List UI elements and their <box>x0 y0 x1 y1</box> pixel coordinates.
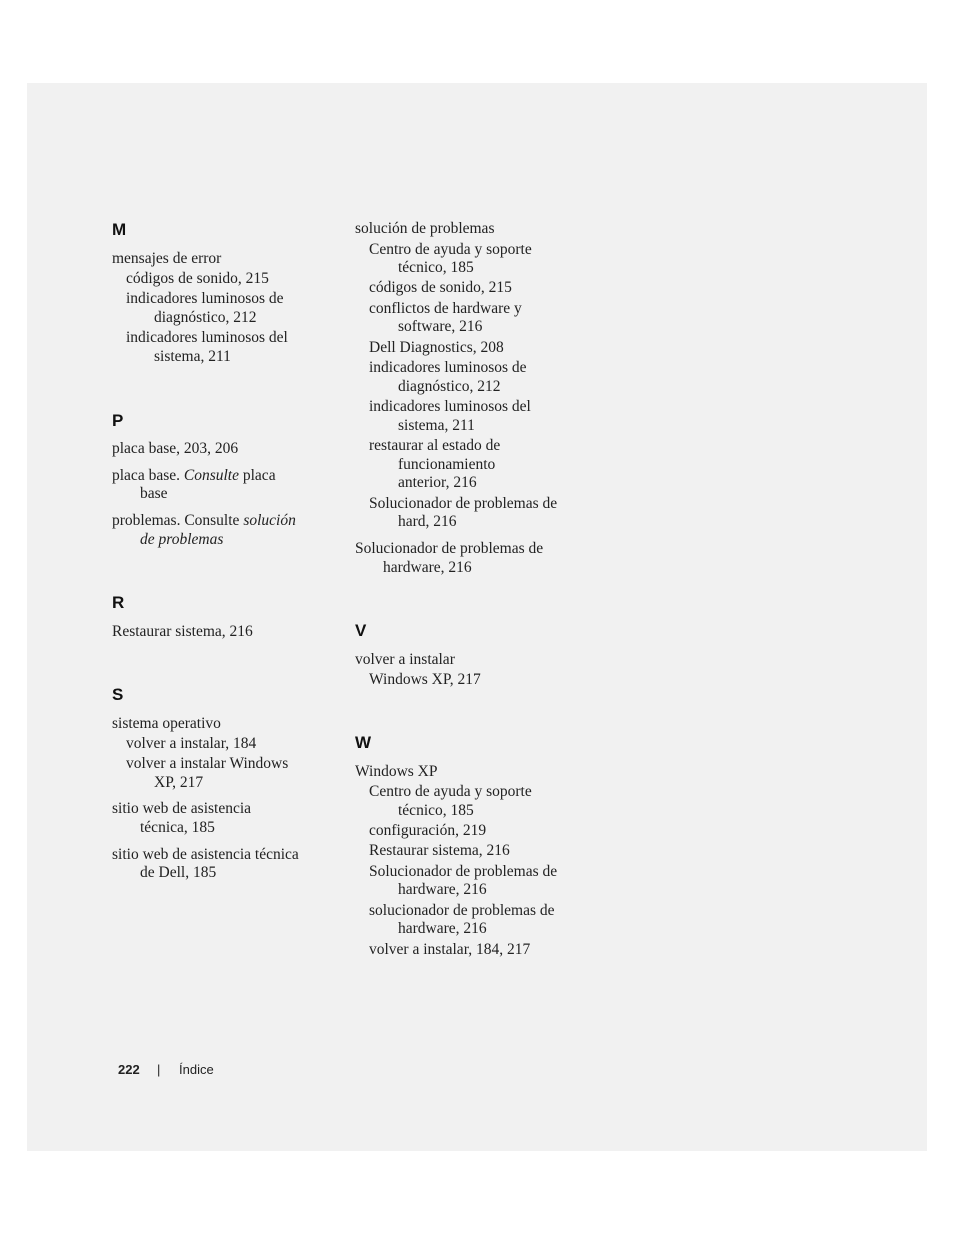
index-entry: mensajes de error <box>112 250 222 267</box>
index-subentry: volver a instalar Windows <box>126 755 289 772</box>
index-subentry-cont: hardware, 216 <box>398 920 487 937</box>
index-entry: sistema operativo <box>112 715 221 732</box>
index-subentry: indicadores luminosos del <box>126 329 288 346</box>
index-entry-cont: técnica, 185 <box>140 819 215 836</box>
index-subentry-cont: software, 216 <box>398 318 483 335</box>
index-entry: Windows XP <box>355 763 438 780</box>
index-subentry-cont: sistema, 211 <box>398 417 475 434</box>
footer-separator: | <box>157 1062 161 1077</box>
index-entry: sitio web de asistencia <box>112 800 252 817</box>
section-letter-s: S <box>112 685 124 704</box>
index-subentry: indicadores luminosos del <box>369 398 531 415</box>
page-number: 222 <box>118 1062 140 1077</box>
index-subentry: Centro de ayuda y soporte <box>369 241 532 258</box>
index-subentry: Centro de ayuda y soporte <box>369 783 532 800</box>
index-entry: placa base, 203, 206 <box>112 440 239 457</box>
index-entry: Solucionador de problemas de <box>355 540 544 557</box>
index-subentry: solucionador de problemas de <box>369 902 555 919</box>
section-letter-w: W <box>355 733 372 752</box>
index-subentry: volver a instalar, 184 <box>126 735 257 752</box>
index-subentry: volver a instalar, 184, 217 <box>369 941 531 958</box>
section-letter-v: V <box>355 621 367 640</box>
index-subentry: conflictos de hardware y <box>369 300 522 317</box>
index-subentry: restaurar al estado de <box>369 437 501 454</box>
index-subentry-cont: técnico, 185 <box>398 802 474 819</box>
index-subentry-cont: diagnóstico, 212 <box>154 309 257 326</box>
index-subentry-cont: técnico, 185 <box>398 259 474 276</box>
index-entry-cont: de Dell, 185 <box>140 864 217 881</box>
index-subentry: Restaurar sistema, 216 <box>369 842 510 859</box>
entry-italic: solución <box>243 512 296 529</box>
index-subentry: Solucionador de problemas de <box>369 495 558 512</box>
index-subentry-cont: hard, 216 <box>398 513 457 530</box>
index-subentry-cont: hardware, 216 <box>398 881 487 898</box>
index-subentry: códigos de sonido, 215 <box>369 279 512 296</box>
section-letter-p: P <box>112 411 124 430</box>
index-entry-cont: hardware, 216 <box>383 559 472 576</box>
index-subentry: indicadores luminosos de <box>369 359 527 376</box>
index-subentry-cont: diagnóstico, 212 <box>398 378 501 395</box>
entry-italic: Consulte <box>183 467 239 484</box>
index-entry-cont: de problemas <box>140 531 224 548</box>
index-entry <box>112 467 276 485</box>
index-subentry: Dell Diagnostics, 208 <box>369 339 504 356</box>
entry-text: placa <box>239 467 276 484</box>
section-letter-m: M <box>112 220 127 239</box>
index-entry: volver a instalar <box>355 651 455 668</box>
section-letter-r: R <box>112 593 125 612</box>
entry-text: problemas. Consulte <box>112 512 244 529</box>
index-subentry-cont: XP, 217 <box>154 774 204 791</box>
index-entry-cont: base <box>140 485 168 502</box>
index-entry <box>112 512 296 530</box>
index-subentry-cont: funcionamiento <box>398 456 496 473</box>
index-subentry-cont: sistema, 211 <box>154 348 231 365</box>
index-subentry: códigos de sonido, 215 <box>126 270 269 287</box>
index-subentry: configuración, 219 <box>369 822 487 839</box>
footer-section-title: Índice <box>179 1062 214 1077</box>
index-subentry-cont: anterior, 216 <box>398 474 477 491</box>
entry-text: placa base. <box>112 467 184 484</box>
index-entry: Restaurar sistema, 216 <box>112 623 253 640</box>
index-subentry: indicadores luminosos de <box>126 290 284 307</box>
index-subentry: Windows XP, 217 <box>369 671 481 688</box>
index-subentry: Solucionador de problemas de <box>369 863 558 880</box>
index-entry: solución de problemas <box>355 220 495 237</box>
index-entry: sitio web de asistencia técnica <box>112 846 299 863</box>
